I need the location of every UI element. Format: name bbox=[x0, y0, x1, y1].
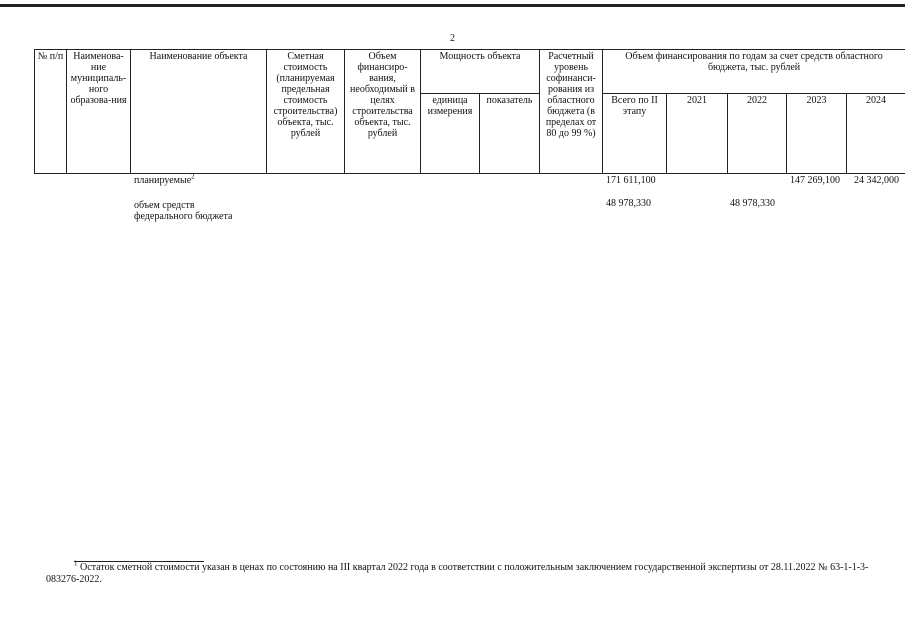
header-year-2023: 2023 bbox=[787, 93, 847, 173]
row-federal-label-line2: федерального бюджета bbox=[134, 211, 233, 222]
row-planned-label: планируемые$^2$ bbox=[134, 172, 195, 186]
row-federal-label-line1: объем средств bbox=[134, 200, 195, 211]
row-federal-total: 48 978,330 bbox=[606, 198, 651, 209]
header-estimated-cost: Сметная стоимость (планируемая предельная стоимость строительства) объекта, тыс. рублей bbox=[267, 50, 345, 174]
row-planned-2024: 24 342,000 bbox=[854, 175, 899, 186]
header-year-2022: 2022 bbox=[728, 93, 787, 173]
header-funding-volume: Объем финансиро-вания, необходимый в целях строительства объекта, тыс. рублей bbox=[345, 50, 421, 174]
header-funding-by-years: Объем финансирования по годам за счет средств областного бюджета, тыс. рублей bbox=[603, 50, 905, 94]
header-object-name: Наименование объекта bbox=[131, 50, 267, 174]
header-capacity: Мощность объекта bbox=[421, 50, 540, 94]
header-year-2024: 2024 bbox=[847, 93, 905, 173]
header-capacity-value: показатель bbox=[480, 93, 540, 173]
financing-table-header bbox=[34, 49, 905, 174]
header-num: № п/п bbox=[35, 50, 67, 174]
header-cofinancing-level: Расчетный уровень софинанси-рования из областного бюджета (в пределах от 80 до 99 %) bbox=[540, 50, 603, 174]
footnote: $^1$ Остаток сметной стоимости указан в ценах по состоянию на III квартал 2022 года в соответствии с положительным заключением государственной экспертизы от 28.11.2022 № 63-1-1-3-083276-2022. bbox=[46, 559, 869, 585]
header-capacity-unit: единица измерения bbox=[421, 93, 480, 173]
header-year-2021: 2021 bbox=[667, 93, 728, 173]
header-total-stage: Всего по II этапу bbox=[603, 93, 667, 173]
row-planned-total: 171 611,100 bbox=[606, 175, 656, 186]
top-rule bbox=[0, 4, 905, 7]
row-federal-2022: 48 978,330 bbox=[730, 198, 775, 209]
page-number: 2 bbox=[450, 33, 455, 44]
row-planned-2023: 147 269,100 bbox=[790, 175, 840, 186]
header-municipality: Наименова-ние муниципаль-ного образова-ния bbox=[67, 50, 131, 174]
